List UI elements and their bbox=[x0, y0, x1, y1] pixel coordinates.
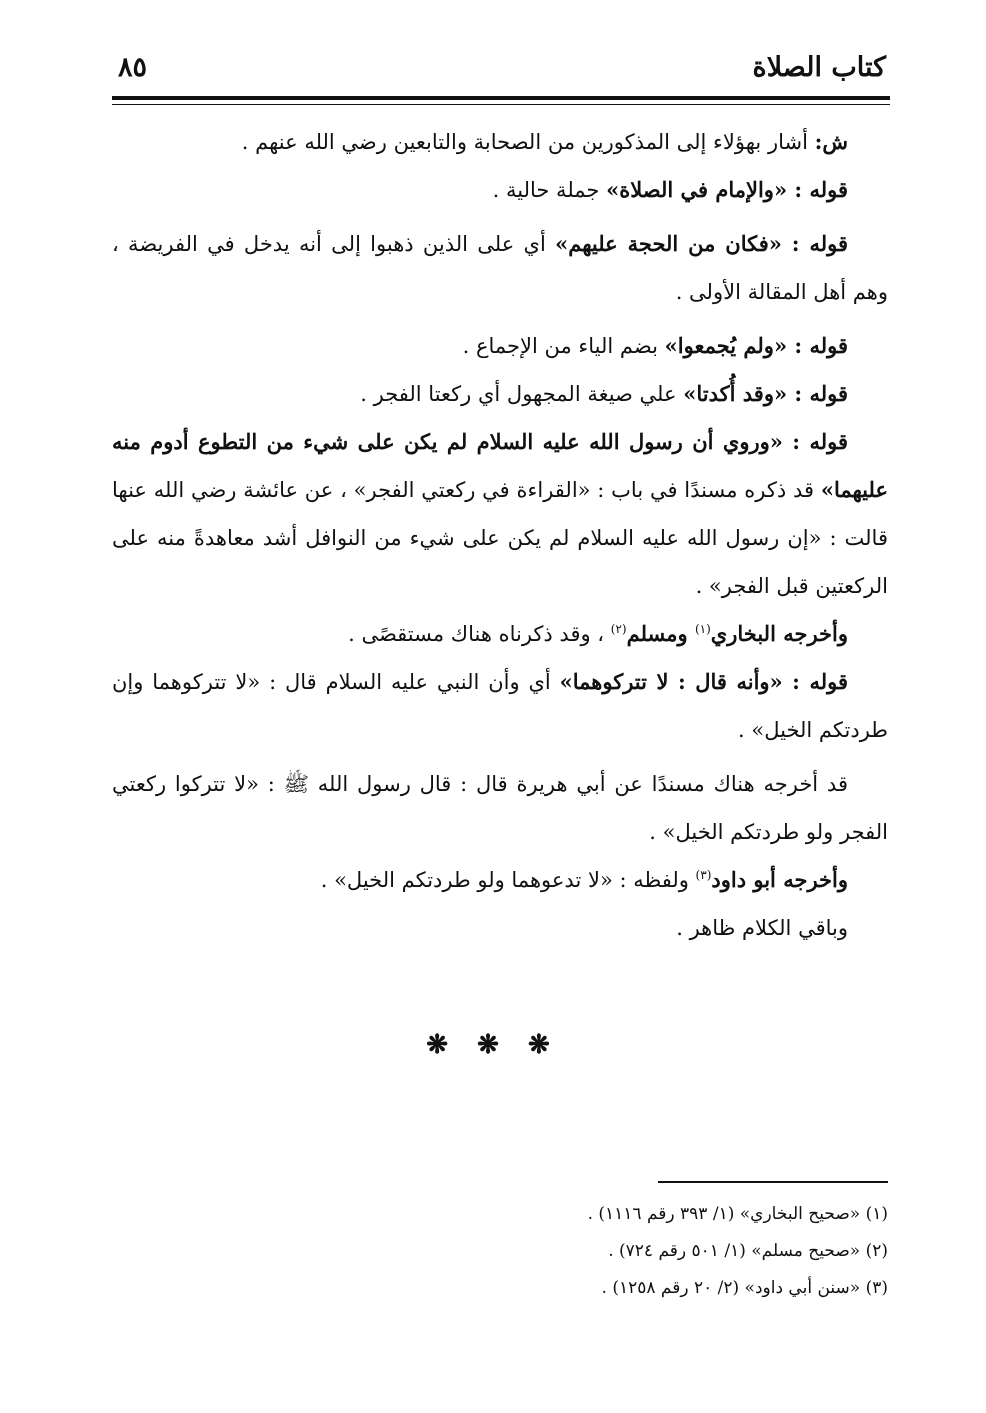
running-header bbox=[112, 48, 890, 92]
footnote-ref: (٢) bbox=[610, 622, 627, 636]
paragraph-lead: ش: bbox=[814, 129, 848, 154]
paragraph bbox=[112, 118, 888, 166]
paragraph bbox=[112, 220, 888, 316]
footnote: (١) «صحيح البخاري» (١/ ٣٩٣ رقم ١١١٦) . bbox=[587, 1204, 888, 1224]
paragraph bbox=[112, 166, 888, 214]
paragraph bbox=[112, 856, 888, 904]
footnote-rule bbox=[658, 1181, 888, 1183]
paragraph bbox=[112, 904, 888, 952]
paragraph bbox=[112, 760, 888, 856]
header-rule-thick bbox=[112, 96, 890, 100]
paragraph-lead: قوله : «فكان من الحجة عليهم» bbox=[555, 231, 849, 256]
section-separator: ❋ ❋ ❋ bbox=[426, 1030, 560, 1060]
paragraph bbox=[112, 418, 888, 610]
paragraph-lead: وأخرجه البخاري bbox=[710, 621, 848, 646]
paragraph bbox=[112, 370, 888, 418]
chapter-title: كتاب الصلاة bbox=[752, 52, 886, 83]
paragraph-text: أي وأن النبي عليه السلام قال : «لا تتركوهما وإن طردتكم الخيل» . bbox=[112, 670, 888, 742]
paragraph-text: قد أخرجه هناك مسندًا عن أبي هريرة قال : قال رسول الله ﷺ : «لا تتركوا ركعتي الفجر ولو طردتكم الخيل» . bbox=[112, 772, 888, 844]
paragraph-lead-continued: ومسلم bbox=[626, 621, 695, 646]
paragraph-text: ولفظه : «لا تدعوهما ولو طردتكم الخيل» . bbox=[320, 868, 696, 892]
paragraph-text: قد ذكره مسندًا في باب : «القراءة في ركعتي الفجر» ، عن عائشة رضي الله عنها قالت : «إن رسول الله عليه السلام لم يكن على شيء من النوافل أشد معاهدةً منه على الركعتين قبل الفجر» . bbox=[112, 478, 888, 598]
paragraph-lead: قوله : «ولم يُجمعوا» bbox=[664, 333, 848, 358]
paragraph-lead: قوله : «وأنه قال : لا تتركوهما» bbox=[559, 669, 848, 694]
paragraph bbox=[112, 610, 888, 658]
paragraph bbox=[112, 322, 888, 370]
footnote: (٣) «سنن أبي داود» (٢/ ٢٠ رقم ١٢٥٨) . bbox=[601, 1278, 888, 1298]
footnote-ref: (١) bbox=[694, 622, 711, 636]
footnote-ref: (٣) bbox=[695, 868, 712, 882]
header-rule-thin bbox=[112, 104, 890, 105]
paragraph-text: علي صيغة المجهول أي ركعتا الفجر . bbox=[360, 382, 684, 406]
paragraph-lead: قوله : «وروي أن رسول الله عليه السلام لم يكن على شيء من التطوع أدوم منه عليهما» bbox=[112, 429, 888, 502]
footnote: (٢) «صحيح مسلم» (١/ ٥٠١ رقم ٧٢٤) . bbox=[608, 1241, 888, 1261]
paragraph-text: ، وقد ذكرناه هناك مستقصًى . bbox=[348, 622, 611, 646]
paragraph-text: بضم الياء من الإجماع . bbox=[462, 334, 665, 358]
paragraph-text: وباقي الكلام ظاهر . bbox=[676, 916, 848, 940]
main-text bbox=[112, 118, 888, 952]
footnotes bbox=[388, 1196, 888, 1307]
paragraph-text: أشار بهؤلاء إلى المذكورين من الصحابة والتابعين رضي الله عنهم . bbox=[241, 130, 815, 154]
paragraph-text: أي على الذين ذهبوا إلى أنه يدخل في الفريضة ، وهم أهل المقالة الأولى . bbox=[112, 232, 888, 304]
page-number: ٨٥ bbox=[118, 52, 148, 83]
paragraph-lead: قوله : «وقد أُكدتا» bbox=[683, 381, 848, 406]
paragraph-text: جملة حالية . bbox=[492, 178, 607, 202]
paragraph-lead: قوله : «والإمام في الصلاة» bbox=[606, 177, 848, 202]
paragraph-lead: وأخرجه أبو داود bbox=[711, 867, 848, 892]
paragraph bbox=[112, 658, 888, 754]
